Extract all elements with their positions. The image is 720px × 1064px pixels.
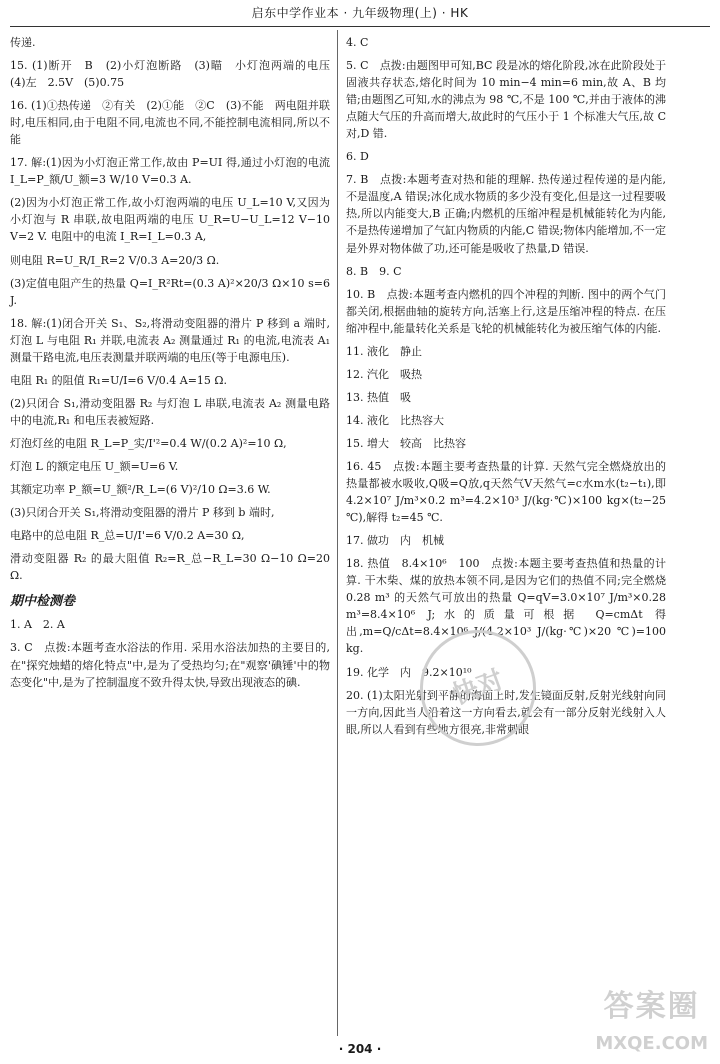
answer-item: 滑动变阻器 R₂ 的最大阻值 R₂=R_总−R_L=30 Ω−10 Ω=20 Ω. xyxy=(10,552,330,583)
left-column xyxy=(10,34,341,1034)
answer-item: 5. C 点拨:由题图甲可知,BC 段是冰的熔化阶段,冰在此阶段处于固液共存状态,熔化时间为 10 min−4 min=6 min,故 A、B 均错;由题图乙可知,水的沸点为 98 ℃,不是 100 ℃,并由于液体的沸点随大气压的升高而增大,故此时的气压小于 1 个标准大气压,故 C 对,D 错. xyxy=(346,59,666,141)
column-divider xyxy=(337,30,338,1036)
answer-item: (2)因为小灯泡正常工作,故小灯泡两端的电压 U_L=10 V,又因为小灯泡与 R 串联,故电阻两端的电压 U_R=U−U_L=12 V−10 V=2 V. 电阻中的电流 I_R=I_L=0.3 A, xyxy=(10,196,330,244)
answer-item: 电路中的总电阻 R_总=U/I'=6 V/0.2 A=30 Ω, xyxy=(10,529,245,543)
answer-item: 14. 液化 比热容大 xyxy=(346,413,444,427)
header-rule xyxy=(10,26,710,27)
answer-item: 3. C 点拨:本题考查水浴法的作用. 采用水浴法加热的主要目的,在"探究烛蜡的熔化特点"中,是为了受热均匀;在"观察'碘锤'中的物态变化"中,是为了控制温度不致升得太快,导致出现液态的碘. xyxy=(10,641,330,689)
answer-item: 则电阻 R=U_R/I_R=2 V/0.3 A=20/3 Ω. xyxy=(10,253,220,267)
answer-item: 灯泡灯丝的电阻 R_L=P_实/I'²=0.4 W/(0.2 A)²=10 Ω, xyxy=(10,436,287,450)
page-header xyxy=(0,0,720,26)
page-number: · 204 · xyxy=(338,1042,382,1056)
answer-item: (3)只闭合开关 S₁,将滑动变阻器的滑片 P 移到 b 端时, xyxy=(10,506,275,520)
answer-item: 20. (1)太阳光射到平静的海面上时,发生镜面反射,反射光线射向同一方向,因此当人沿着这一方向看去,就会有一部分反射光线射入人眼,所以人看到有些地方很亮,非常刺眼 xyxy=(346,688,666,736)
answer-item: 18. 热值 8.4×10⁶ 100 点拨:本题主要考查热值和热量的计算. 干木柴、煤的放热本领不同,是因为它们的热值不同;完全燃烧 0.28 m³ 的天然气可放出的热量 Q=qV=3.0×10⁷ J/m³×0.28 m³=8.4×10⁶ J;水的质量可根据 Q=cmΔt 得出,m=Q/cΔt=8.4×10⁶ J/(4.2×10³ J/(kg·℃)×20 ℃)=100 kg. xyxy=(346,557,666,656)
answer-item: 电阻 R₁ 的阻值 R₁=U/I=6 V/0.4 A=15 Ω. xyxy=(10,373,228,387)
answer-item: 19. 化学 内 9.2×10¹⁰ xyxy=(346,665,472,679)
answer-item: 13. 热值 吸 xyxy=(346,390,411,404)
answer-item: 1. A 2. A xyxy=(10,618,65,632)
answer-item: (2)只闭合 S₁,滑动变阻器 R₂ 与灯泡 L 串联,电流表 A₂ 测量电路中的电流,R₁ 和电压表被短路. xyxy=(10,396,330,427)
answer-item: 16. 45 点拨:本题主要考查热量的计算. 天然气完全燃烧放出的热量都被水吸收,Q吸=Q放,q天然气V天然气=c水m水(t₂−t₁),即 4.2×10⁷ J/m³×0.2 m³=4.2×10³ J/(kg·℃)×100 kg×(t₂−25 ℃),解得 t₂=45 ℃. xyxy=(346,459,666,525)
answer-item: 17. 解:(1)因为小灯泡正常工作,故由 P=UI 得,通过小灯泡的电流 I_L=P_额/U_额=3 W/10 V=0.3 A. xyxy=(10,156,330,187)
right-column xyxy=(346,34,666,1034)
answer-item: 10. B 点拨:本题考查内燃机的四个冲程的判断. 图中的两个气门都关闭,根据曲轴的旋转方向,活塞上行,这是压缩冲程的特点. 在压缩冲程中,能量转化关系是飞轮的机械能转化为被压缩气体的内能. xyxy=(346,287,666,335)
answer-item: 传递. xyxy=(10,36,36,49)
header-title: 启东中学作业本 · 九年级物理(上) · HK xyxy=(251,6,469,20)
answer-item: 7. B 点拨:本题考查对热和能的理解. 热传递过程传递的是内能,不是温度,A 错误;冰化成水物质的多少没有变化,但是这一过程要吸热,所以内能变大,B 正确;内燃机的压缩冲程是机械能转化为内能,不是热传递增加了气缸内物质的内能,C 错误;物体内能增加,不一定是外界对物体做了功,还可能是吸收了热量,D 错误. xyxy=(346,173,666,255)
answer-item: 15. (1)断开 B (2)小灯泡断路 (3)瞄 小灯泡两端的电压 (4)左 2.5V (5)0.75 xyxy=(10,59,341,90)
answer-item: (3)定值电阻产生的热量 Q=I_R²Rt=(0.3 A)²×20/3 Ω×10 s=6 J. xyxy=(10,276,330,307)
watermark-logo: 答案圈 MXQE.COM xyxy=(595,988,708,1055)
answer-item: 8. B 9. C xyxy=(346,264,402,278)
answer-item: 其额定功率 P_额=U_额²/R_L=(6 V)²/10 Ω=3.6 W. xyxy=(10,483,271,497)
answer-item: 18. 解:(1)闭合开关 S₁、S₂,将滑动变阻器的滑片 P 移到 a 端时,灯泡 L 与电阻 R₁ 并联,电流表 A₂ 测量通过 R₁ 的电流,电流表 A₁ 测量干路电流,电压表测量并联两端的电压(等于电源电压). xyxy=(10,316,330,364)
answer-item: 16. (1)①热传递 ②有关 (2)①能 ②C (3)不能 两电阻并联时,电压相同,由于电阻不同,电流也不同,不能控制电流相同,所以不能 xyxy=(10,99,330,147)
answer-item: 15. 增大 较高 比热容 xyxy=(346,436,466,450)
answer-item: 6. D xyxy=(346,150,369,164)
answer-item: 11. 液化 静止 xyxy=(346,344,422,358)
section-title: 期中检测卷 xyxy=(10,594,76,610)
answer-item: 17. 做功 内 机械 xyxy=(346,534,444,548)
watermark-stamp: 快对 xyxy=(404,614,553,763)
answer-item: 12. 汽化 吸热 xyxy=(346,367,422,381)
answer-item: 灯泡 L 的额定电压 U_额=U=6 V. xyxy=(10,459,179,473)
answer-item: 4. C xyxy=(346,36,369,49)
